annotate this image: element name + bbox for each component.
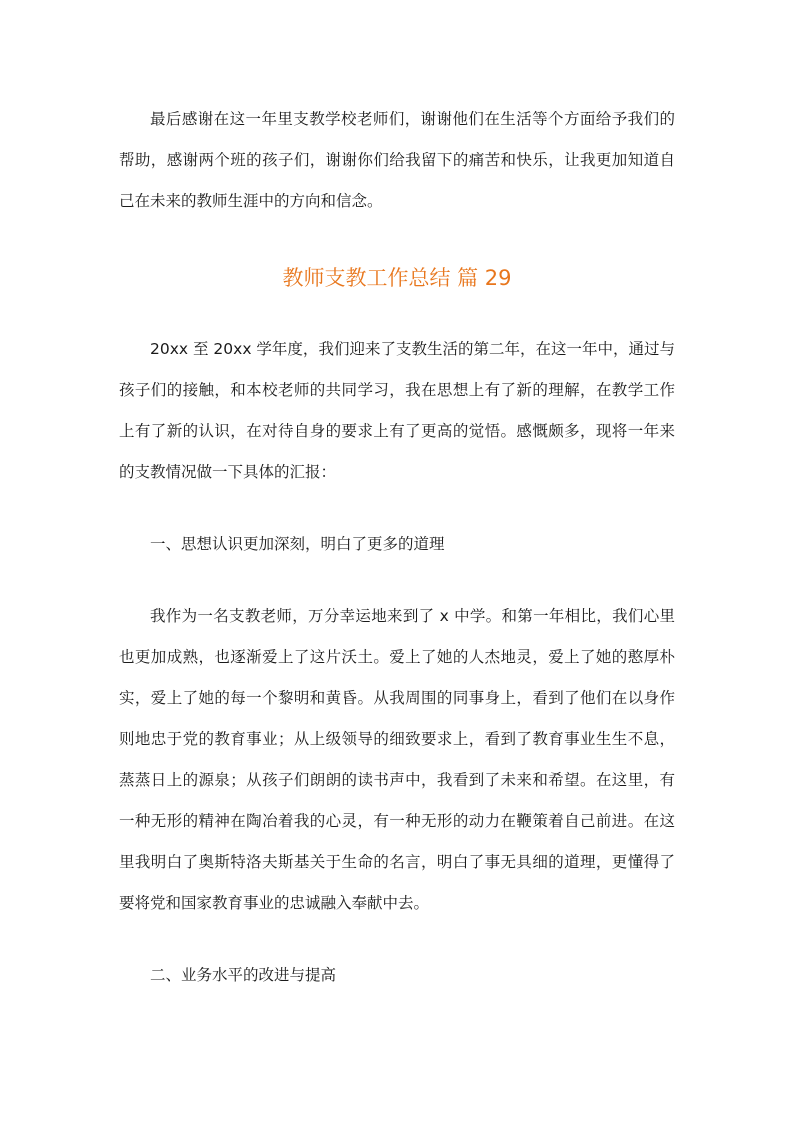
spacer (119, 222, 675, 257)
section-title: 教师支教工作总结 篇 29 (282, 266, 512, 290)
paragraph-2: 我作为一名支教老师，万分幸运地来到了 x 中学。和第一年相比，我们心里也更加成熟，也逐渐爱上了这片沃土。爱上了她的人杰地灵，爱上了她的憨厚朴实，爱上了她的每一个黎明和黄昏。从我周围的同事身上，看到了他们在以身作则地忠于党的教育事业；从上级领导的细致要求上，看到了教育事业生生不息，蒸蒸日上的源泉；从孩子们朗朗的读书声中，我看到了未来和希望。在这里，有一种无形的精神在陶冶着我的心灵，有一种无形的动力在鞭策着自己前进。在这里我明白了奥斯特洛夫斯基关于生命的名言，明白了事无具细的道理，更懂得了要将党和国家教育事业的忠诚融入奉献中去。 (119, 607, 675, 912)
spacer (119, 924, 675, 955)
section-1-heading: 一、思想认识更加深刻，明白了更多的道理 (150, 535, 445, 553)
spacer (119, 299, 675, 329)
spacer (119, 565, 675, 596)
paragraph-1: 20xx 至 20xx 学年度，我们迎来了支教生活的第二年，在这一年中，通过与孩子们的接触，和本校老师的共同学习，我在思想上有了新的理解，在教学工作上有了新的认识，在对待自身的要求上有了更高的觉悟。感慨颇多，现将一年来的支教情况做一下具体的汇报： (119, 340, 675, 481)
section-2-heading: 二、业务水平的改进与提高 (150, 966, 337, 984)
document-body (119, 99, 675, 996)
intro-paragraph: 最后感谢在这一年里支教学校老师们，谢谢他们在生活等个方面给予我们的帮助，感谢两个班的孩子们，谢谢你们给我留下的痛苦和快乐，让我更加知道自己在未来的教师生涯中的方向和信念。 (119, 110, 675, 210)
spacer (119, 493, 675, 524)
